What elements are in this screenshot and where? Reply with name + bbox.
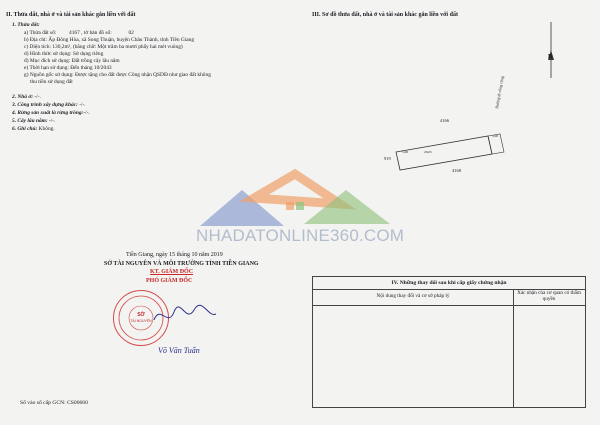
parcel-number-line: a) Thửa đất số: 4167 , tờ bản đồ số: 02 [24,30,134,36]
usage-term-line: e) Thời hạn sử dụng: Đến tháng 10/2043 [24,65,112,71]
usage-purpose-line: đ) Mục đích sử dụng: Đất trồng cây lâu năm [24,58,120,64]
authority-name: SỞ TÀI NGUYÊN VÀ MÔI TRƯỜNG TỈNH TIỀN GIANG [104,261,259,267]
neighbor-left: 919 [384,156,391,161]
construction-line: 3. Công trình xây dựng khác: -/-. [12,102,86,108]
deputy-title: PHÓ GIÁM ĐỐC [146,278,193,284]
signature-scribble [150,300,220,330]
neighbor-bottom: 4168 [452,168,461,173]
address-line: b) Địa chỉ: Ấp Đông Hòa, xã Song Thuận, huyện Châu Thành, tỉnh Tiền Giang [24,37,195,43]
dim-road-width: 5,00 [492,134,499,138]
dim-length: 26,05 [424,150,432,154]
signing-date: Tiền Giang, ngày 15 tháng 10 năm 2019 [126,252,223,258]
neighbor-top: 4166 [440,118,449,123]
svg-text:TÀI NGUYÊN: TÀI NGUYÊN [130,319,152,323]
section-2-title: II. Thửa đất, nhà ở và tài sản khác gắn liền với đất [6,12,136,18]
usage-form-line: d) Hình thức sử dụng: Sử dụng riêng [24,51,104,57]
north-label: B [548,54,553,60]
house-line: 2. Nhà ở: -/-. [12,94,41,100]
usage-origin-line: g) Nguồn gốc sử dụng: Được tặng cho đất được Công nhận QSDĐ như giao đất không [24,72,211,78]
changes-table [312,276,586,408]
road-label: Đường đi công cộng [494,75,505,109]
col-confirm-header: Xác nhận của cơ quan có thẩm quyền [517,290,581,302]
land-label: 1. Thửa đất: [12,22,40,28]
signer-name: Võ Văn Tuấn [158,346,200,355]
changes-table-title: IV. Những thay đổi sau khi cấp giấy chứng nhận [313,277,585,290]
usage-origin-cont: thu tiền sử dụng đất [30,79,73,85]
section-3-title: III. Sơ đồ thửa đất, nhà ở và tài sản khác gắn liền với đất [312,12,458,18]
watermark-text: NHADATONLINE360.COM [196,226,405,245]
perennial-line: 5. Cây lâu năm: -/-. [12,118,56,124]
area-line: c) Diện tích: 130,2m², (bằng chữ: Một trăm ba mươi phẩy hai mét vuông) [24,44,183,50]
dim-width: 5,00 [402,150,409,154]
gcn-number: Số vào sổ cấp GCN: CS00660 [20,400,88,406]
svg-text:SỞ: SỞ [137,312,145,318]
director-title: KT. GIÁM ĐỐC [150,269,194,275]
forest-line: 4. Rừng sản xuất là rừng trồng:-/-. [12,110,90,116]
notes-line: 6. Ghi chú: Không. [12,126,55,132]
changes-column-divider [513,289,514,407]
col-content-header: Nội dung thay đổi và cơ sở pháp lý [376,293,450,299]
north-arrow-icon [544,20,558,80]
